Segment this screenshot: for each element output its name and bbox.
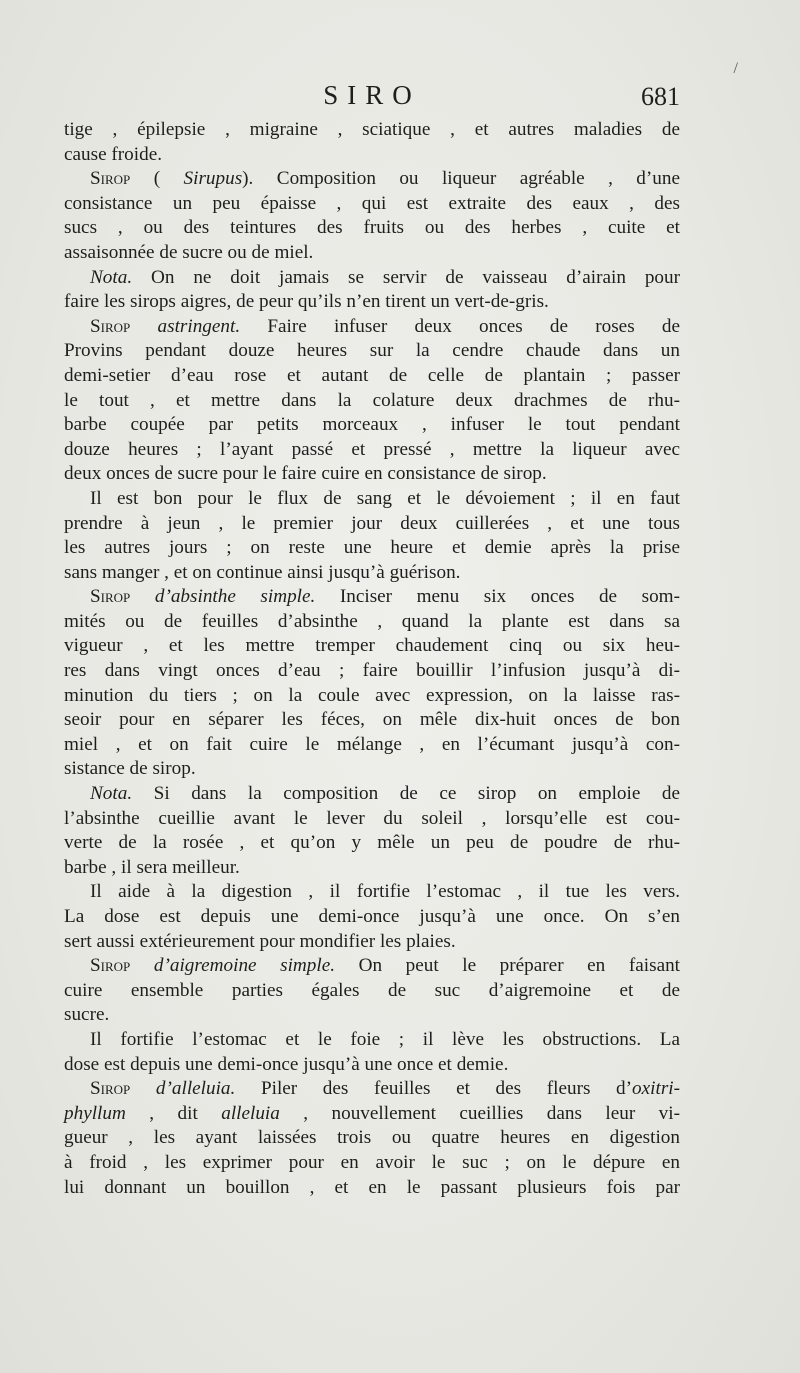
text-line	[64, 782, 680, 807]
text-line	[64, 167, 680, 192]
text-run: , nouvellement cueillies dans leur vi-	[279, 1102, 680, 1124]
text-line	[64, 757, 680, 782]
paragraph	[64, 1028, 680, 1077]
text-run: (	[130, 168, 184, 190]
corner-mark: /	[733, 60, 738, 77]
text-line	[64, 930, 680, 955]
text-run: vigueur , et les mettre tremper chaudement cinq ou six heu-	[64, 635, 680, 657]
text-line	[64, 807, 680, 832]
text-run: demi-setier d’eau rose et autant de celle de plantain ; passer	[64, 364, 680, 386]
body-text	[64, 118, 680, 1200]
text-run: sucs , ou des teintures des fruits ou des herbes , cuite et	[64, 217, 680, 239]
text-line	[64, 733, 680, 758]
text-line	[64, 1053, 680, 1078]
italic-text: Nota.	[90, 783, 133, 805]
text-run: Inciser menu six onces de som-	[315, 586, 681, 608]
text-run: consistance un peu épaisse , qui est extraite des eaux , des	[64, 192, 680, 214]
text-line	[64, 192, 680, 217]
italic-text: oxitri-	[632, 1078, 681, 1100]
text-run: miel , et on fait cuire le mélange , en l’écumant jusqu’à con-	[64, 733, 680, 755]
text-run: l’absinthe cueillie avant le lever du soleil , lorsqu’elle est cou-	[64, 807, 680, 829]
text-run	[130, 955, 154, 976]
entry-heading: Sirop	[90, 586, 131, 608]
text-run: res dans vingt onces d’eau ; faire bouillir l’infusion jusqu’à di-	[64, 660, 680, 682]
text-run: deux onces de sucre pour le faire cuire en consistance de sirop.	[64, 463, 547, 485]
text-run: , dit	[125, 1102, 222, 1124]
text-run: Faire infuser deux onces de roses de	[240, 315, 680, 337]
paragraph	[64, 315, 680, 487]
text-run: sistance de sirop.	[64, 758, 196, 780]
text-line	[64, 659, 680, 684]
italic-text: d’absinthe simple.	[154, 586, 316, 608]
text-run: barbe , il sera meilleur.	[64, 856, 240, 878]
text-line	[64, 536, 680, 561]
text-line	[64, 413, 680, 438]
text-run: prendre à jeun , le premier jour deux cuillerées , et une tous	[64, 512, 680, 534]
text-line	[64, 856, 680, 881]
running-head: SIRO	[323, 80, 421, 110]
text-line	[64, 266, 680, 291]
paragraph	[64, 782, 680, 880]
paragraph	[64, 118, 680, 167]
text-line	[64, 487, 680, 512]
text-run: Piler des feuilles et des fleurs d’	[235, 1078, 633, 1100]
text-line	[64, 634, 680, 659]
text-run: douze heures ; l’ayant passé et pressé , mettre la liqueur avec	[64, 438, 680, 460]
text-line	[64, 880, 680, 905]
text-line	[64, 1077, 680, 1102]
text-line	[64, 290, 680, 315]
text-run: mités ou de feuilles d’absinthe , quand la plante est dans sa	[64, 610, 680, 632]
text-run: Il est bon pour le flux de sang et le dévoiement ; il en faut	[90, 487, 680, 509]
text-run: Il aide à la digestion , il fortifie l’estomac , il tue les vers.	[90, 881, 680, 903]
text-run: lui donnant un bouillon , et en le passant plusieurs fois par	[64, 1176, 680, 1198]
paragraph	[64, 585, 680, 782]
paragraph	[64, 266, 680, 315]
text-run: La dose est depuis une demi-once jusqu’à une once. On s’en	[64, 906, 680, 927]
entry-heading: Sirop	[90, 955, 131, 977]
text-line	[64, 364, 680, 389]
page-number: 681	[641, 82, 680, 111]
text-line	[64, 1003, 680, 1028]
text-line	[64, 143, 680, 168]
text-run: gueur , les ayant laissées trois ou quatre heures en digestion	[64, 1127, 680, 1149]
italic-text: phyllum	[64, 1102, 126, 1124]
paragraph	[64, 1077, 680, 1200]
text-line	[64, 708, 680, 733]
text-run: seoir pour en séparer les féces, on mêle dix-huit onces de bon	[64, 709, 680, 731]
text-line	[64, 438, 680, 463]
text-line	[64, 979, 680, 1004]
italic-text: alleluia	[221, 1102, 280, 1124]
text-run: verte de la rosée , et qu’on y mêle un peu de poudre de rhu-	[64, 832, 680, 854]
text-line	[64, 1176, 680, 1201]
text-run: les autres jours ; on reste une heure et demie après la prise	[64, 537, 680, 559]
italic-text: d’aigremoine simple.	[153, 955, 336, 977]
text-run: assaisonnée de sucre ou de miel.	[64, 241, 314, 263]
text-run: sans manger , et on continue ainsi jusqu’à guérison.	[64, 561, 461, 583]
text-run: Si dans la composition de ce sirop on emploie de	[132, 783, 680, 805]
text-line	[64, 1126, 680, 1151]
text-run: barbe coupée par petits morceaux , infuser le tout pendant	[64, 414, 680, 436]
text-run: le tout , et mettre dans la colature deux drachmes de rhu-	[64, 389, 680, 411]
text-line	[64, 216, 680, 241]
paragraph	[64, 487, 680, 585]
entry-heading: Sirop	[90, 315, 131, 337]
text-line	[64, 585, 680, 610]
page-header	[64, 80, 680, 120]
text-line	[64, 1028, 680, 1053]
text-run: tige , épilepsie , migraine , sciatique , et autres maladies de	[64, 119, 680, 140]
text-line	[64, 905, 680, 930]
text-run: sucre.	[64, 1004, 110, 1026]
text-line	[64, 610, 680, 635]
text-run: On peut le préparer en faisant	[335, 955, 681, 977]
paragraph	[64, 167, 680, 265]
text-run	[130, 586, 155, 607]
paragraph	[64, 954, 680, 1028]
text-run: faire les sirops aigres, de peur qu’ils n’en tirent un vert-de-gris.	[64, 291, 549, 313]
text-line	[64, 315, 680, 340]
text-line	[64, 831, 680, 856]
italic-text: astringent.	[157, 315, 241, 337]
text-run: cause froide.	[64, 143, 163, 165]
text-line	[64, 241, 680, 266]
paragraph	[64, 880, 680, 954]
text-run: minution du tiers ; on la coule avec expression, on la laisse ras-	[64, 684, 680, 706]
text-run: à froid , les exprimer pour en avoir le suc ; on le dépure en	[64, 1151, 680, 1173]
text-run: ). Composition ou liqueur agréable , d’une	[242, 168, 680, 190]
text-run: Il fortifie l’estomac et le foie ; il lève les obstructions. La	[90, 1028, 680, 1050]
text-line	[64, 462, 680, 487]
text-run: Provins pendant douze heures sur la cendre chaude dans un	[64, 340, 680, 362]
text-line	[64, 684, 680, 709]
italic-text: Nota.	[90, 266, 133, 288]
text-run: dose est depuis une demi-once jusqu’à une once et demie.	[64, 1053, 509, 1075]
text-line	[64, 512, 680, 537]
text-run: sert aussi extérieurement pour mondifier les plaies.	[64, 930, 456, 952]
entry-heading: Sirop	[90, 168, 131, 190]
text-run: cuire ensemble parties égales de suc d’aigremoine et de	[64, 979, 680, 1001]
text-line	[64, 954, 680, 979]
italic-text: Sirupus	[183, 168, 243, 190]
text-line	[64, 118, 680, 143]
text-run	[130, 316, 157, 337]
italic-text: d’alleluia.	[155, 1078, 236, 1100]
text-line	[64, 561, 680, 586]
text-run	[130, 1078, 156, 1099]
text-line	[64, 339, 680, 364]
text-run: On ne doit jamais se servir de vaisseau d’airain pour	[132, 266, 680, 288]
text-line	[64, 389, 680, 414]
entry-heading: Sirop	[90, 1078, 131, 1100]
text-line	[64, 1151, 680, 1176]
text-line	[64, 1102, 680, 1127]
